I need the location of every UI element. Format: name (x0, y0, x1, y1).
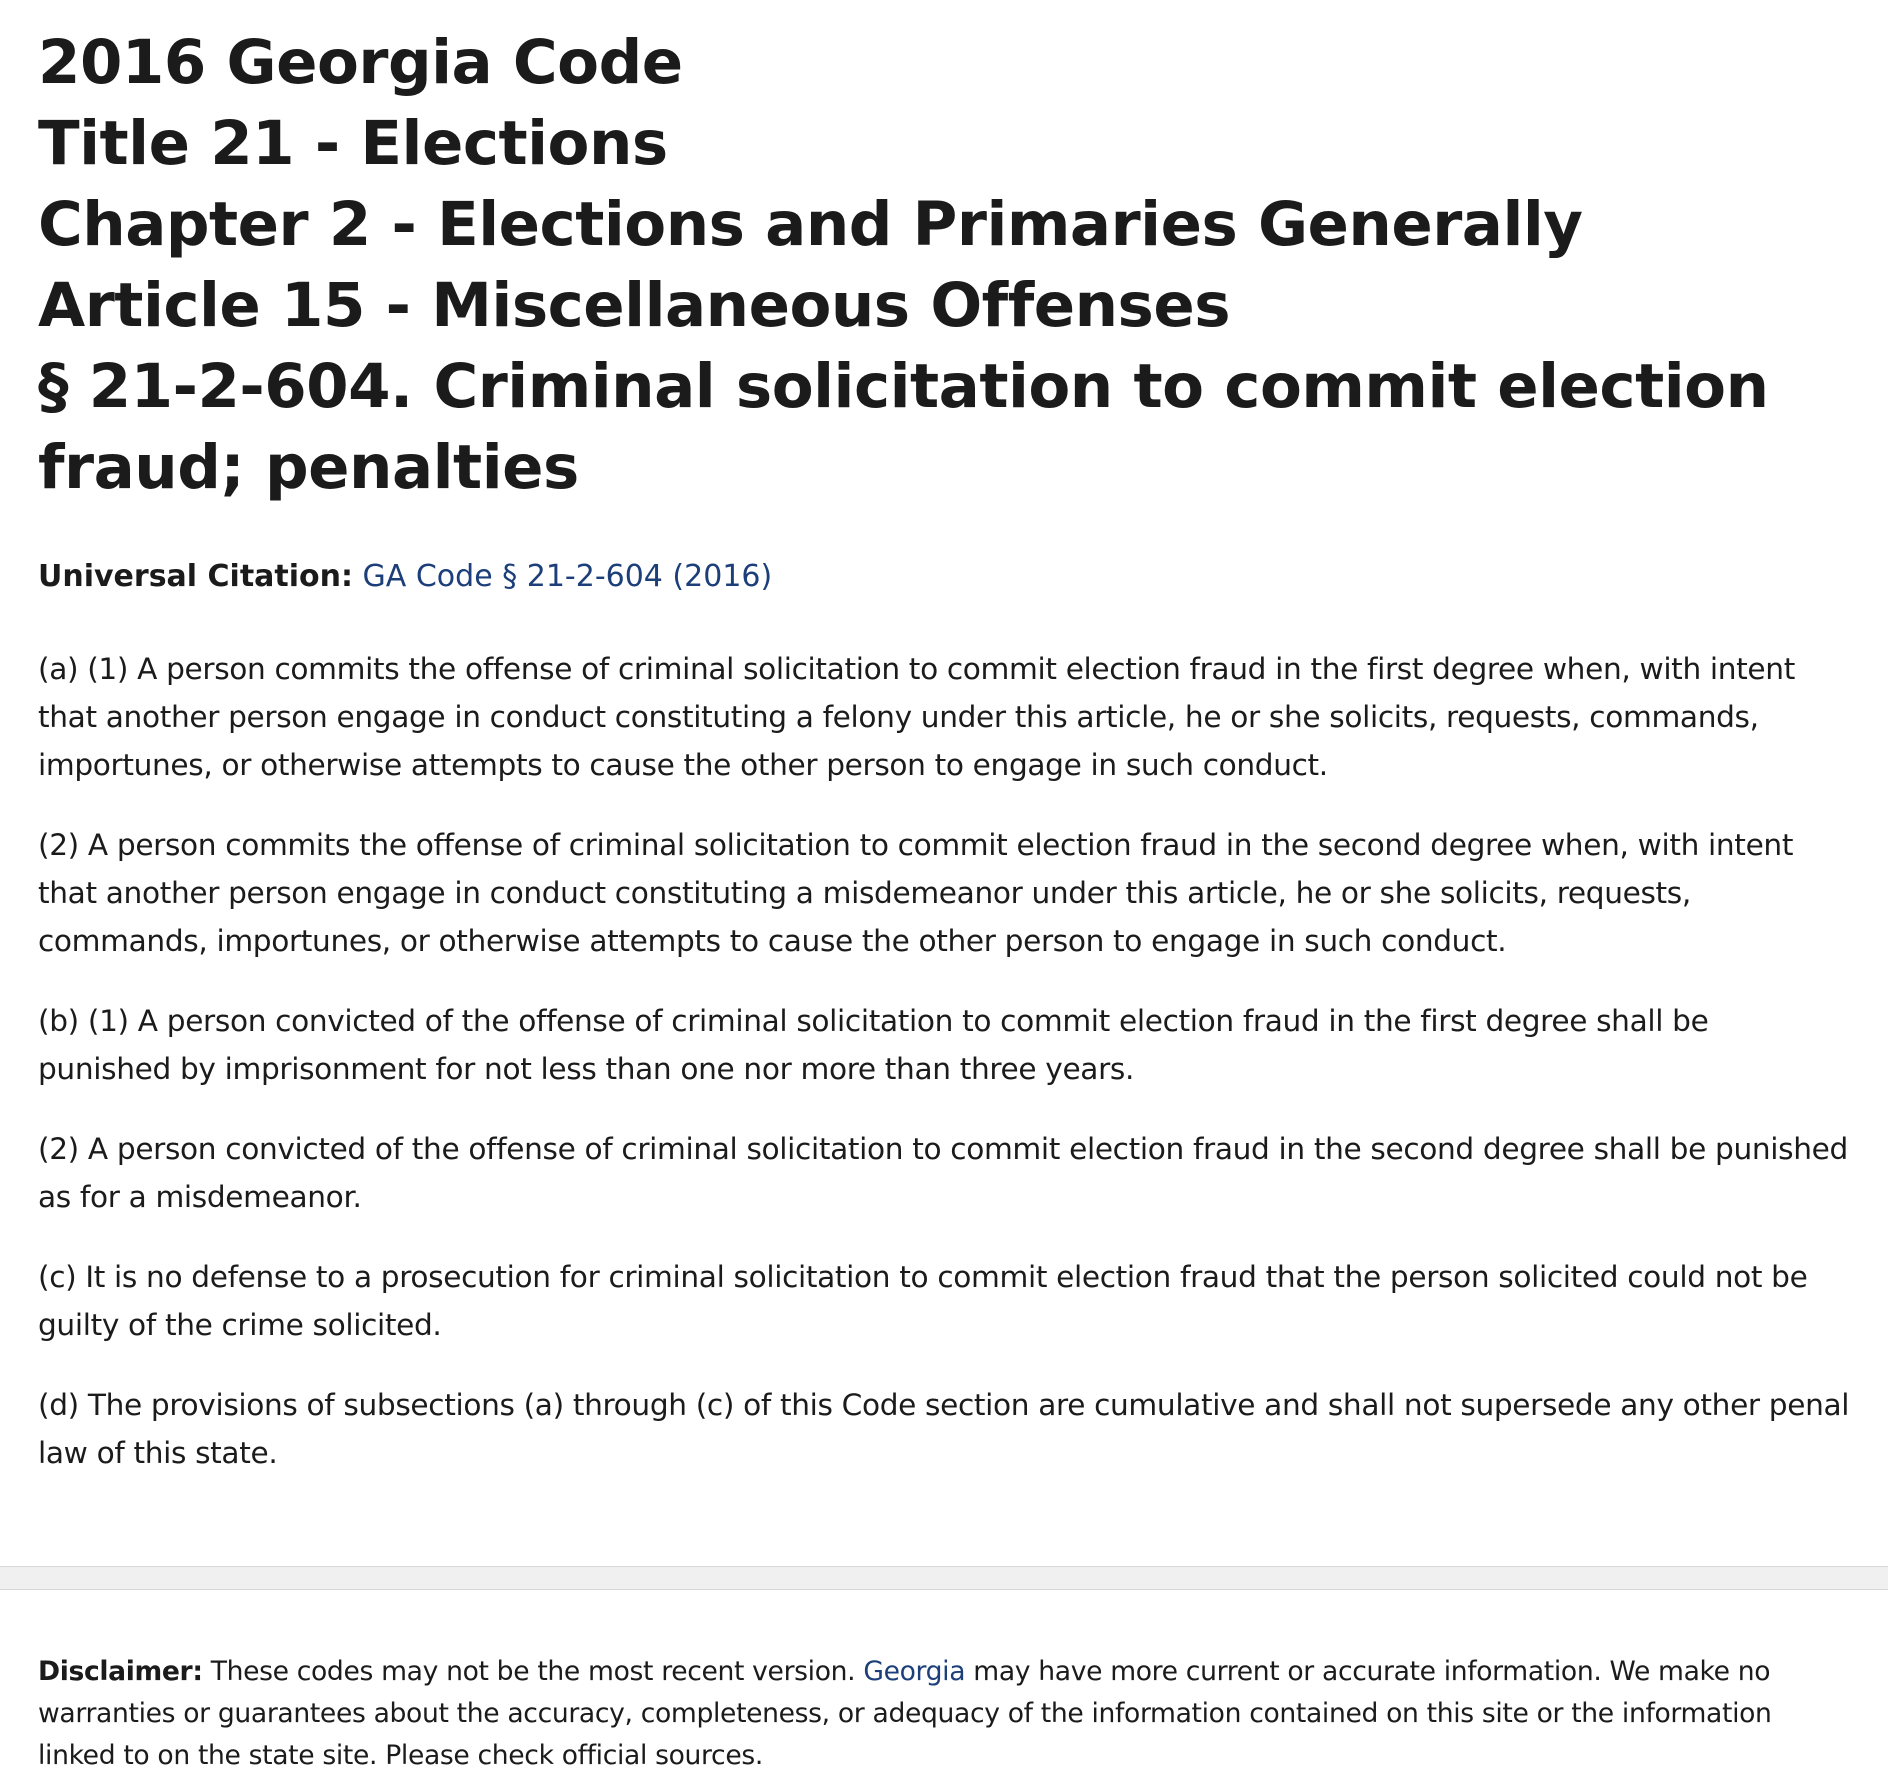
chapter-heading: Chapter 2 - Elections and Primaries Generally (38, 189, 1583, 260)
title-heading: Title 21 - Elections (38, 108, 668, 179)
disclaimer (38, 1651, 1838, 1777)
paragraph-a-1: (a) (1) A person commits the offense of criminal solicitation to commit election fraud in the first degree when, with intent that another person engage in conduct constituting a felony under this article, he or she solicits, requests, commands, importunes, or otherwise attempts to cause the other person to engage in such conduct. (38, 652, 1795, 782)
footer-divider (0, 1566, 1888, 1590)
georgia-link[interactable]: Georgia (863, 1656, 966, 1687)
statute-body (38, 645, 1850, 1509)
paragraph-d: (d) The provisions of subsections (a) through (c) of this Code section are cumulative and shall not supersede any other penal law of this state. (38, 1388, 1850, 1470)
paragraph-a-2: (2) A person commits the offense of criminal solicitation to commit election fraud in the second degree when, with intent that another person engage in conduct constituting a misdemeanor under this article, he or she solicits, requests, commands, importunes, or otherwise attempts to cause the other person to engage in such conduct. (38, 828, 1794, 958)
paragraph-b-1: (b) (1) A person convicted of the offense of criminal solicitation to commit election fraud in the first degree shall be punished by imprisonment for not less than one nor more than three years. (38, 1004, 1709, 1086)
article-heading: Article 15 - Miscellaneous Offenses (38, 270, 1231, 341)
section-heading-line-1: § 21-2-604. Criminal solicitation to commit election (38, 351, 1769, 422)
citation-label: Universal Citation: (38, 559, 353, 594)
paragraph-c: (c) It is no defense to a prosecution for criminal solicitation to commit election fraud that the person solicited could not be guilty of the crime solicited. (38, 1260, 1808, 1342)
universal-citation (38, 557, 772, 597)
paragraph-b-2: (2) A person convicted of the offense of criminal solicitation to commit election fraud in the second degree shall be punished as for a misdemeanor. (38, 1132, 1848, 1214)
disclaimer-label: Disclaimer: (38, 1656, 203, 1687)
citation-link[interactable]: GA Code § 21-2-604 (2016) (362, 559, 773, 594)
section-heading-line-2: fraud; penalties (38, 432, 579, 503)
page-title (38, 22, 1838, 508)
disclaimer-text-2: may have more current or accurate information. We make no warranties or guarantees about the accuracy, completeness, or adequacy of the information contained on this site or the information linked to on the state site. Please check official sources. (38, 1656, 1772, 1771)
disclaimer-text-1: These codes may not be the most recent version. (202, 1656, 864, 1687)
code-year-heading: 2016 Georgia Code (38, 27, 683, 98)
